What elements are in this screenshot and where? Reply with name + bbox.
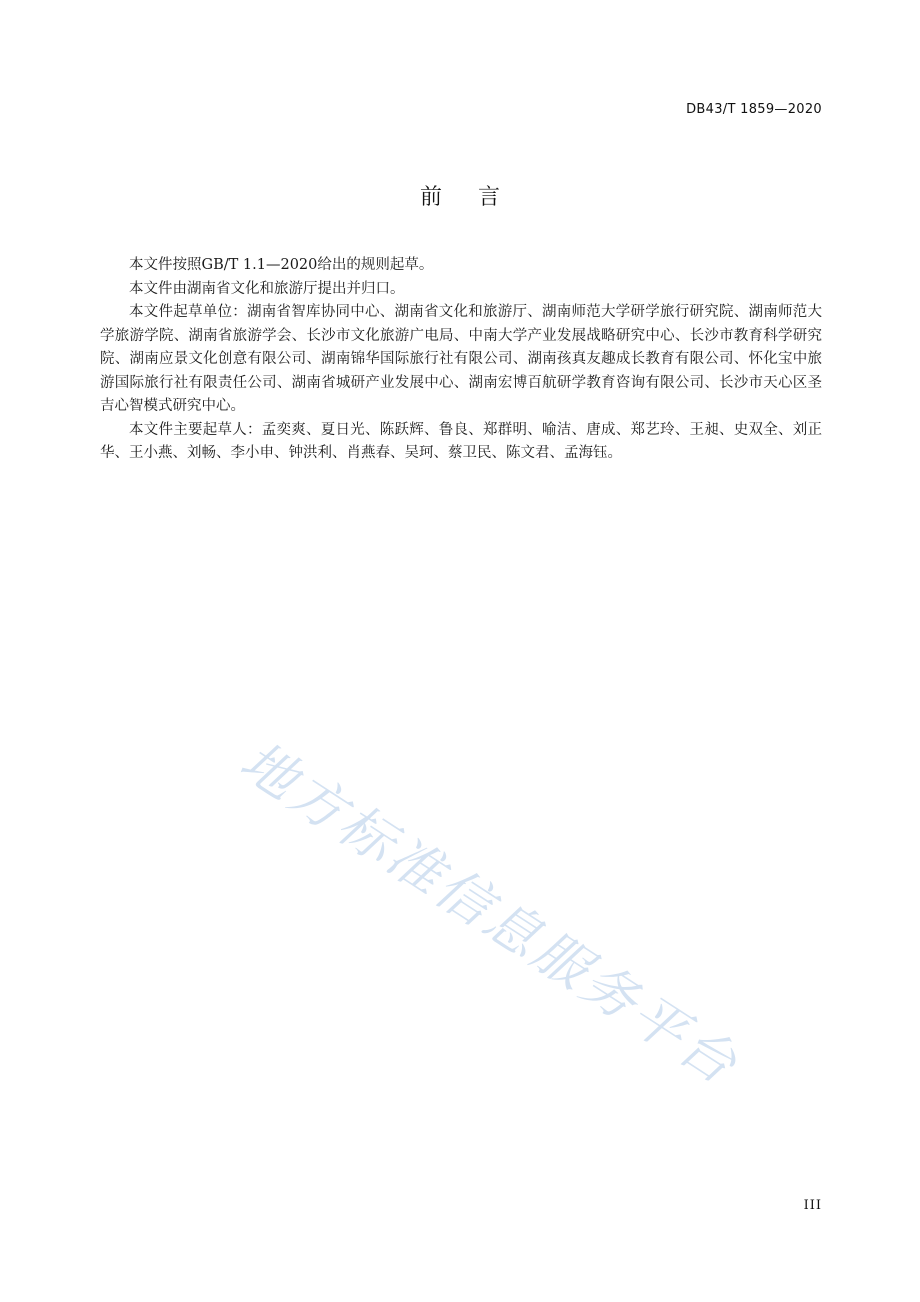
foreword-body [100, 254, 822, 466]
watermark: 地方标准信息服务平台 [229, 728, 751, 1098]
page-title: 前言 [419, 185, 536, 210]
paragraph-drafters: 本文件主要起草人：孟奕爽、夏日光、陈跃辉、鲁良、郑群明、喻洁、唐成、郑艺玲、王昶、史双全、刘正华、王小燕、刘畅、李小申、钟洪利、肖燕春、吴珂、蔡卫民、陈文君、孟海钰。 [100, 421, 822, 461]
paragraph-proposer: 本文件由湖南省文化和旅游厅提出并归口。 [129, 280, 405, 297]
paragraph-drafting-units: 本文件起草单位：湖南省智库协同中心、湖南省文化和旅游厅、湖南师范大学研学旅行研究院、湖南师范大学旅游学院、湖南省旅游学会、长沙市文化旅游广电局、中南大学产业发展战略研究中心、长沙市教育科学研究院、湖南应景文化创意有限公司、湖南锦华国际旅行社有限公司、湖南孩真友趣成长教育有限公司、怀化宝中旅游国际旅行社有限责任公司、湖南省城研产业发展中心、湖南宏博百航研学教育咨询有限公司、长沙市天心区圣吉心智模式研究中心。 [100, 304, 822, 414]
paragraph-drafting-rules: 本文件按照GB/T 1.1—2020给出的规则起草。 [129, 257, 434, 273]
page-number: III [803, 1198, 822, 1213]
document-code: DB43/T 1859—2020 [686, 102, 822, 117]
